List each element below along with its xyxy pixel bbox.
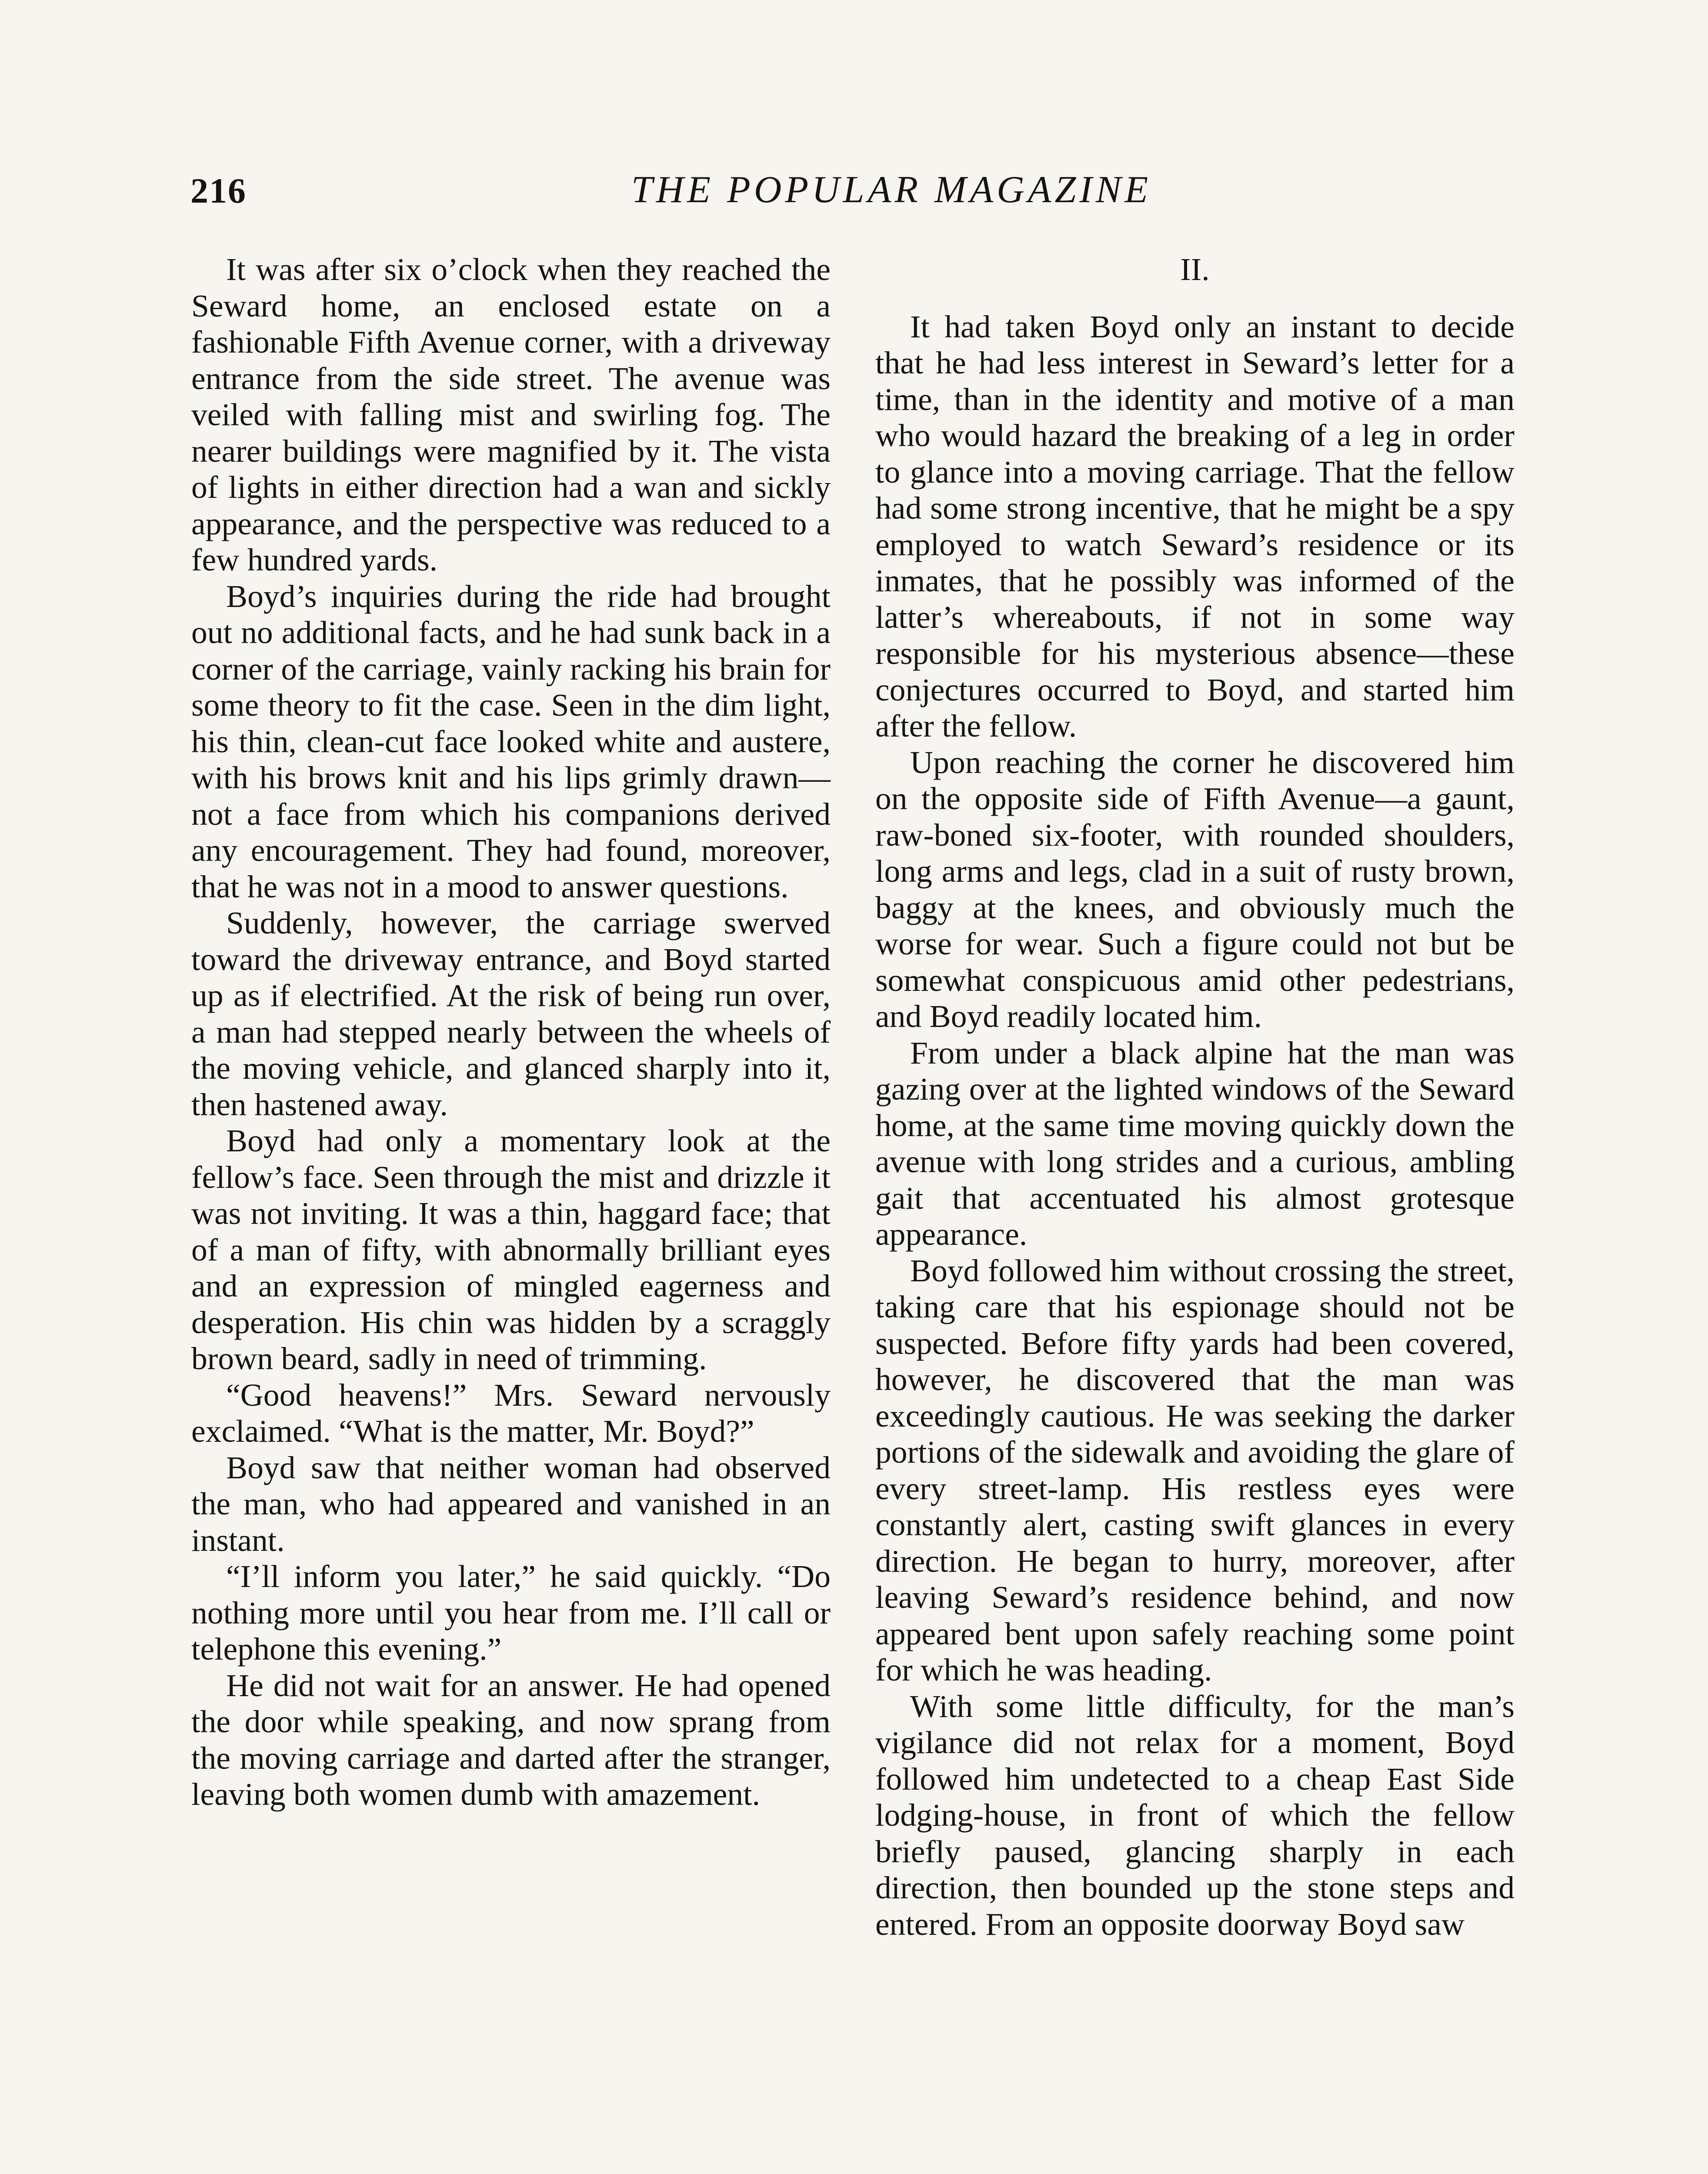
paragraph: “Good heavens!” Mrs. Seward nervously exclaimed. “What is the matter, Mr. Boyd?” [191, 1377, 831, 1449]
running-head: THE POPULAR MAGAZINE [631, 169, 1152, 211]
paragraph: Upon reaching the corner he discovered him on the opposite side of Fifth Avenue—a gaunt, raw-boned six-footer, with rounded shoulders, long arms and legs, clad in a suit of rusty brown, baggy at the knees, and obviously much the worse for wear. Such a figure could not but be somewhat conspicuous amid other pedestrians, and Boyd readily located him. [875, 744, 1515, 1034]
paragraph: “I’ll inform you later,” he said quickly. “Do nothing more until you hear from me. I’ll call or telephone this evening.” [191, 1558, 831, 1667]
right-column [875, 251, 1515, 1942]
paragraph: He did not wait for an answer. He had opened the door while speaking, and now sprang from the moving carriage and darted after the stranger, leaving both women dumb with amazement. [191, 1667, 831, 1812]
paragraph: Boyd had only a momentary look at the fellow’s face. Seen through the mist and drizzle it was not inviting. It was a thin, haggard face; that of a man of fifty, with abnormally brilliant eyes and an expression of mingled eagerness and desperation. His chin was hidden by a scraggly brown beard, sadly in need of trimming. [191, 1123, 831, 1376]
paragraph: Suddenly, however, the carriage swerved toward the driveway entrance, and Boyd started up as if electrified. At the risk of being run over, a man had stepped nearly between the wheels of the moving vehicle, and glanced sharply into it, then hastened away. [191, 905, 831, 1122]
paragraph: Boyd’s inquiries during the ride had brought out no additional facts, and he had sunk back in a corner of the carriage, vainly racking his brain for some theory to fit the case. Seen in the dim light, his thin, clean-cut face looked white and austere, with his brows knit and his lips grimly drawn—not a face from which his companions derived any encouragement. They had found, moreover, that he was not in a mood to answer questions. [191, 578, 831, 904]
section-heading: II. [1180, 251, 1210, 287]
left-column [191, 251, 831, 1813]
paragraph: Boyd followed him without crossing the street, taking care that his espionage should not be suspected. Before fifty yards had been covered, however, he discovered that the man was exceedingly cautious. He was seeking the darker portions of the sidewalk and avoiding the glare of every street-lamp. His restless eyes were constantly alert, casting swift glances in every direction. He began to hurry, moreover, after leaving Seward’s residence behind, and now appeared bent upon safely reaching some point for which he was heading. [875, 1252, 1515, 1687]
page-number: 216 [190, 171, 247, 210]
paragraph: With some little difficulty, for the man’s vigilance did not relax for a moment, Boyd followed him undetected to a cheap East Side lodging-house, in front of which the fellow briefly paused, glancing sharply in each direction, then bounded up the stone steps and entered. From an opposite doorway Boyd saw [875, 1688, 1515, 1942]
paragraph: Boyd saw that neither woman had observed the man, who had appeared and vanished in an instant. [191, 1449, 831, 1558]
paragraph: It was after six o’clock when they reached the Seward home, an enclosed estate on a fashionable Fifth Avenue corner, with a driveway entrance from the side street. The avenue was veiled with falling mist and swirling fog. The nearer buildings were magnified by it. The vista of lights in either direction had a wan and sickly appearance, and the perspective was reduced to a few hundred yards. [191, 251, 831, 577]
paragraph: From under a black alpine hat the man was gazing over at the lighted windows of the Seward home, at the same time moving quickly down the avenue with long strides and a curious, ambling gait that accentuated his almost grotesque appearance. [875, 1034, 1515, 1252]
paragraph: It had taken Boyd only an instant to decide that he had less interest in Seward’s letter for a time, than in the identity and motive of a man who would hazard the breaking of a leg in order to glance into a moving carriage. That the fellow had some strong incentive, that he might be a spy employed to watch Seward’s residence or its inmates, that he possibly was informed of the latter’s whereabouts, if not in some way responsible for his mysterious absence—these conjectures occurred to Boyd, and started him after the fellow. [875, 308, 1515, 744]
